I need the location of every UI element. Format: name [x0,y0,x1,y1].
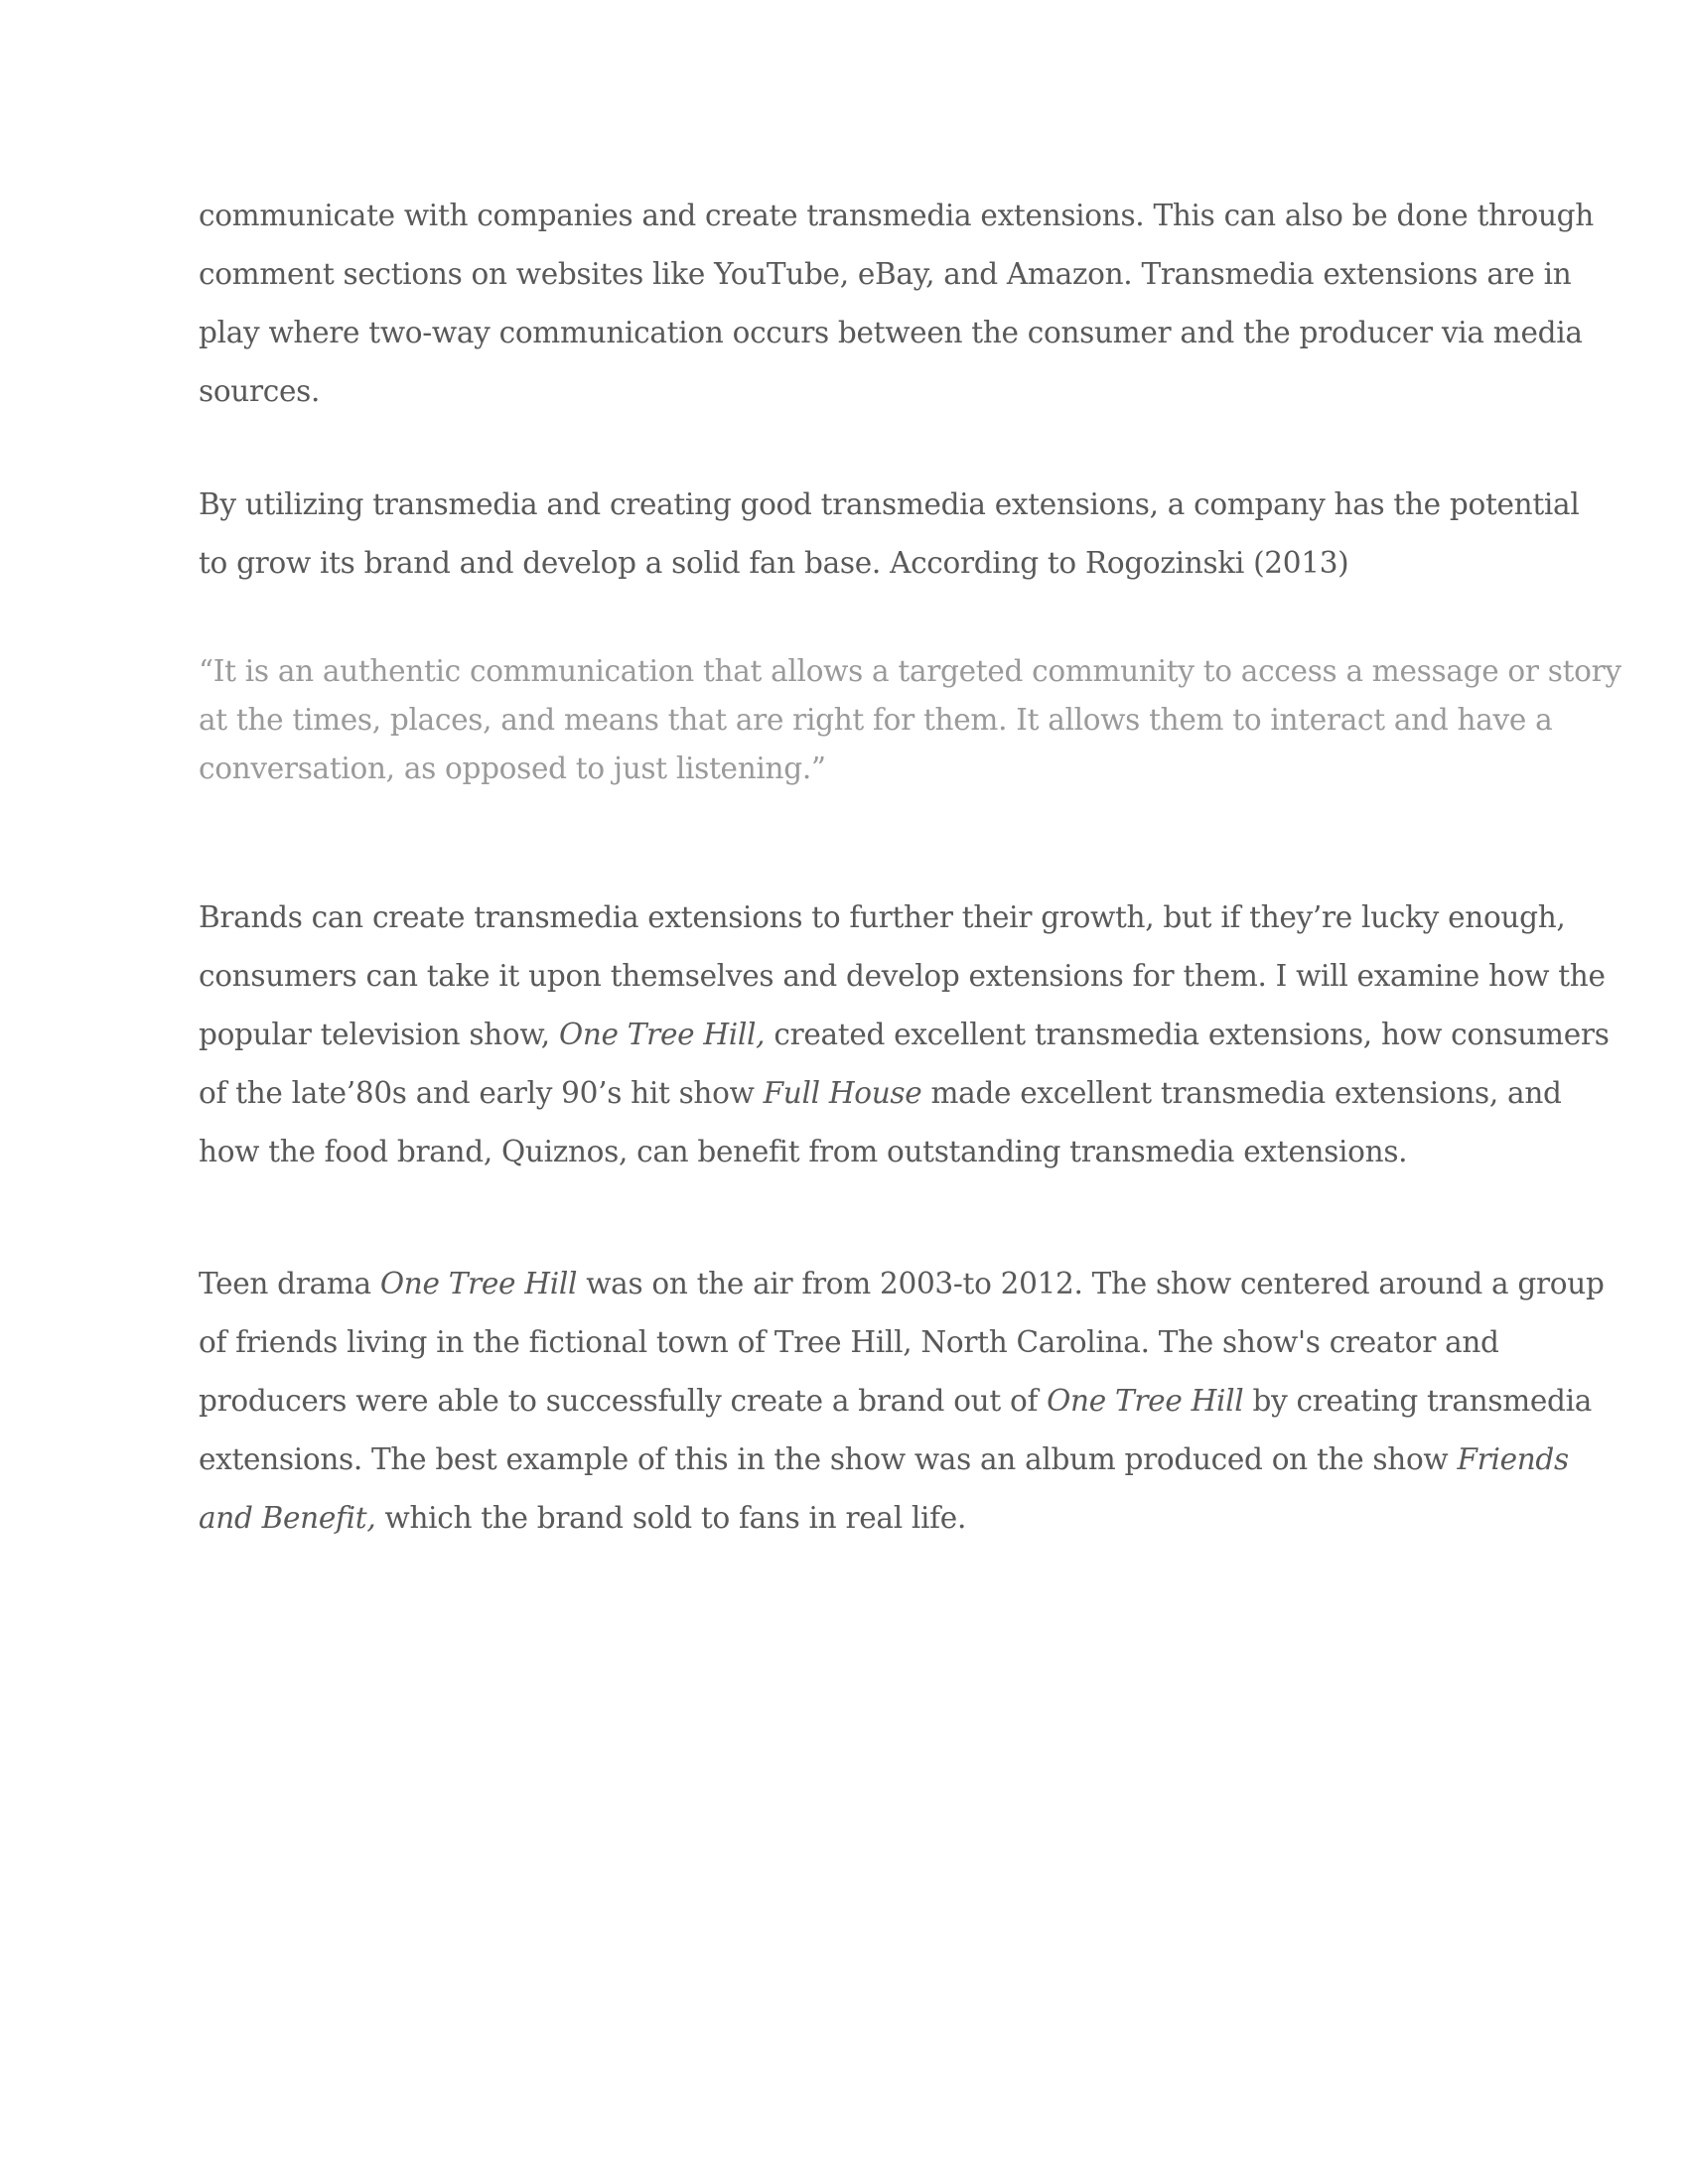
text-line: By utilizing transmedia and creating good transmedia extensions, a company has the potential [199,487,1580,521]
text-line: communicate with companies and create transmedia extensions. This can also be done through [199,199,1594,232]
italic-title: One Tree Hill [379,1267,578,1300]
text-line [199,1006,1610,1064]
paragraph-examples-overview [199,888,1610,1181]
text-line: sources. [199,374,321,408]
text-line: of friends living in the fictional town of Tree Hill, North Carolina. The show's creator and [199,1325,1499,1359]
text-line [199,1489,1499,1548]
text-line [199,1431,1569,1489]
text-segment: made excellent transmedia extensions, and [921,1076,1562,1110]
text-line [199,1064,1562,1123]
text-line [199,1255,1605,1313]
text-line: how the food brand, Quiznos, can benefit from outstanding transmedia extensions. [199,1135,1408,1168]
quote-line: at the times, places, and means that are right for them. It allows them to interact and have a [199,703,1553,737]
text-segment: Teen drama [199,1267,380,1300]
paragraph-one-tree-hill [199,1255,1605,1548]
block-quote-rogozinski [199,647,1621,793]
paragraph-transmedia-communication [199,187,1594,421]
italic-title: and Benefit, [199,1501,376,1535]
text-line: to grow its brand and develop a solid fan base. According to Rogozinski (2013) [199,546,1349,580]
quote-line: conversation, as opposed to just listening.” [199,751,826,785]
text-segment: which the brand sold to fans in real life. [375,1501,967,1535]
text-segment: by creating transmedia [1243,1384,1593,1418]
text-segment: created excellent transmedia extensions, how consumers [765,1018,1610,1051]
italic-title: One Tree Hill [1047,1384,1244,1418]
italic-title: One Tree Hill, [558,1018,766,1051]
text-segment: of the late’80s and early 90’s hit show [199,1076,764,1110]
quote-line: “It is an authentic communication that allows a targeted community to access a message or story [199,654,1621,688]
text-line: play where two-way communication occurs between the consumer and the producer via media [199,316,1583,349]
text-line [199,1372,1593,1431]
italic-title: Friends [1457,1442,1569,1476]
text-segment: was on the air from 2003-to 2012. The show centered around a group [577,1267,1605,1300]
text-line: consumers can take it upon themselves and develop extensions for them. I will examine how the [199,959,1606,993]
document-body [199,187,1621,1548]
text-segment: popular television show, [199,1018,559,1051]
text-line: comment sections on websites like YouTube, eBay, and Amazon. Transmedia extensions are in [199,257,1572,291]
italic-title: Full House [763,1076,922,1110]
text-line: Brands can create transmedia extensions to further their growth, but if they’re lucky enough, [199,900,1566,934]
text-segment: extensions. The best example of this in the show was an album produced on the show [199,1442,1458,1476]
paragraph-brand-growth [199,476,1580,593]
text-segment: producers were able to successfully create a brand out of [199,1384,1048,1418]
